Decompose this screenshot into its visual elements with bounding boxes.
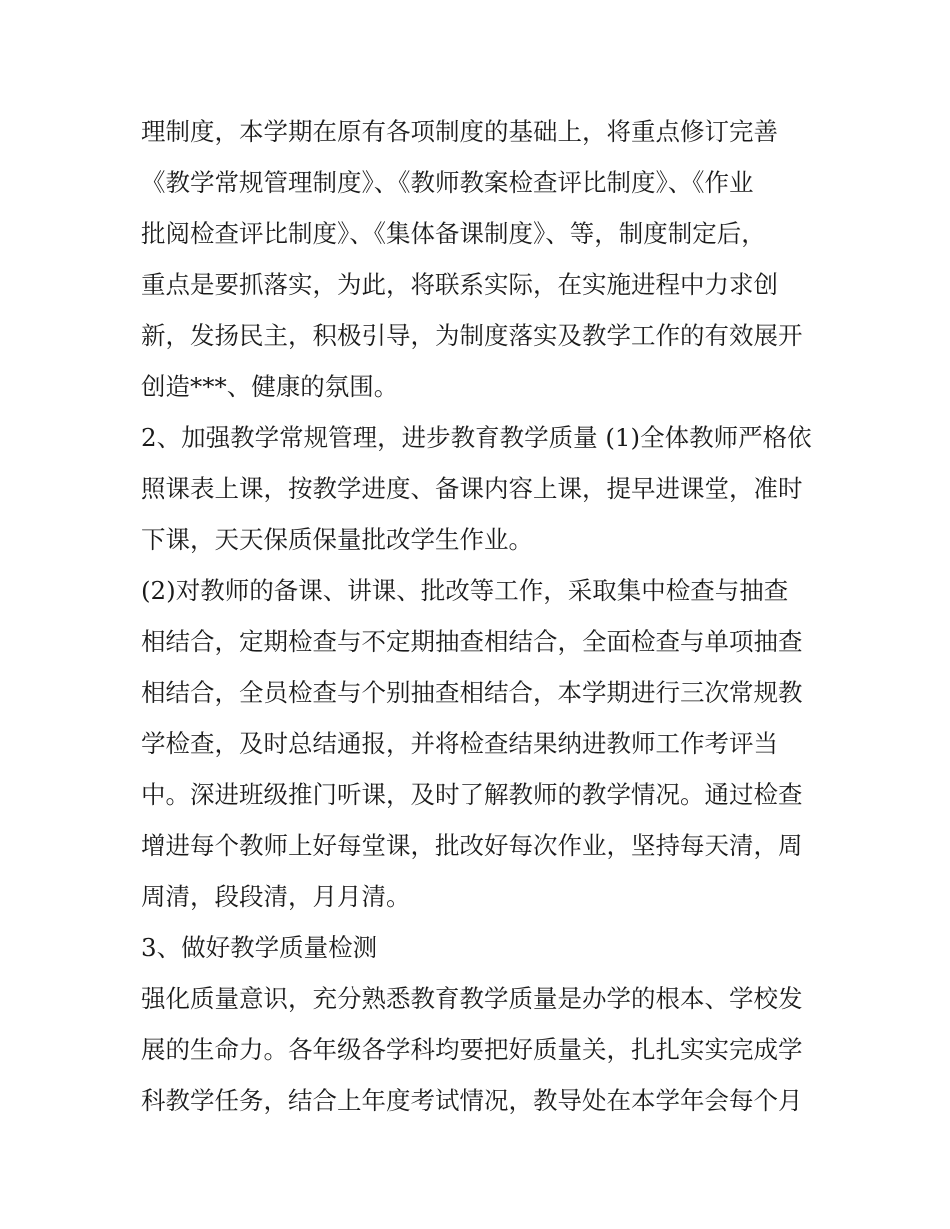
document-body (141, 106, 821, 1126)
text-line: 相结合，定期检查与不定期抽查相结合，全面检查与单项抽查 (141, 627, 803, 656)
text-line: 科教学任务，结合上年度考试情况，教导处在本学年会每个月 (141, 1086, 803, 1115)
section-heading: 3、做好教学质量检测 (141, 933, 378, 962)
text-line: 照课表上课，按教学进度、备课内容上课，提早进课堂，准时 (141, 474, 803, 503)
text-line: 《教学常规管理制度》、《教师教案检查评比制度》、《作业 (141, 168, 754, 197)
text-line: 重点是要抓落实，为此，将联系实际，在实施进程中力求创 (141, 270, 778, 299)
text-line: 下课，天天保质保量批改学生作业。 (141, 525, 533, 554)
text-line: 强化质量意识，充分熟悉教育教学质量是办学的根本、学校发 (141, 984, 803, 1013)
text-line: 理制度，本学期在原有各项制度的基础上，将重点修订完善 (141, 117, 778, 146)
text-line: 学检查，及时总结通报，并将检查结果纳进教师工作考评当 (141, 729, 778, 758)
text-line: (2)对教师的备课、讲课、批改等工作，采取集中检查与抽查 (141, 576, 789, 605)
section-heading-line: 2、加强教学常规管理，进步教育教学质量 (1)全体教师严格依 (141, 423, 812, 452)
text-line: 批阅检查评比制度》、《集体备课制度》、等，制度制定后， (141, 219, 766, 248)
text-line: 周清，段段清，月月清。 (141, 882, 411, 911)
text-line: 增进每个教师上好每堂课，批改好每次作业，坚持每天清，周 (141, 831, 803, 860)
text-line: 新，发扬民主，积极引导，为制度落实及教学工作的有效展开 (141, 321, 803, 350)
text-line: 中。深进班级推门听课，及时了解教师的教学情况。通过检查 (141, 780, 803, 809)
text-line: 相结合，全员检查与个别抽查相结合，本学期进行三次常规教 (141, 678, 803, 707)
text-line: 展的生命力。各年级各学科均要把好质量关，扎扎实实完成学 (141, 1035, 803, 1064)
text-line: 创造***、健康的氛围。 (141, 372, 399, 401)
